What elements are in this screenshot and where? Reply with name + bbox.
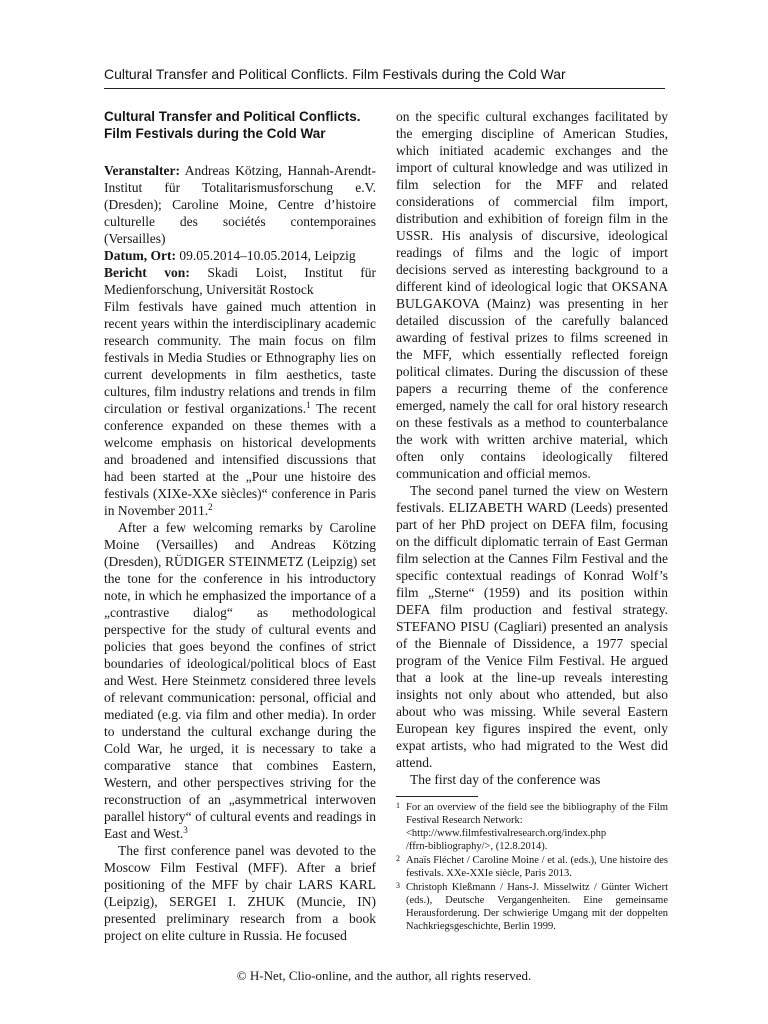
left-column xyxy=(104,108,376,944)
organizer-line xyxy=(104,162,376,247)
footnote-text: Anaïs Fléchet / Caroline Moine / et al. (eds.), Une histoire des festivals. XXe-XXIe siècle, Paris 2013. xyxy=(406,855,668,879)
paragraph-1-text: Film festivals have gained much attention in recent years within the interdisciplinary academic research community. The main focus on film festivals in Media Studies or Ethnography lies on current developments in film aesthetics, taste cultures, film industry relations and trends in film circulation or festival organizations. xyxy=(104,299,376,416)
footnote-text: Christoph Kleßmann / Hans-J. Misselwitz / Günter Wichert (eds.), Deutsche Vergangenheiten. Eine gemeinsame Herausforderung. Der schwierige Umgang mit der doppelten Nachkriegsgeschichte, Berlin 1999. xyxy=(406,882,668,932)
footnote-rule xyxy=(396,796,478,797)
title-line-1: Cultural Transfer and Political Conflicts. xyxy=(104,109,361,124)
footnote-ref-1: 1 xyxy=(306,400,311,410)
date-line xyxy=(104,247,376,264)
reporter-value: Skadi Loist, Institut für Medienforschung, Universität Rostock xyxy=(104,265,377,297)
reporter-line xyxy=(104,264,376,298)
right-column xyxy=(396,108,668,934)
paragraph-3-continued: on the specific cultural exchanges facilitated by the emerging discipline of American Studies, which initiated academic exchanges and the import of cultural knowledge and was utilized in film selection for the MFF and related considerations of commercial film import, distribution and exhibition of foreign film in the USSR. His analysis of discursive, ideological readings of films and the logic of import decisions served as interesting background to a different kind of ideological logic that OKSANA BULGAKOVA (Mainz) was presenting in her detailed discussion of the carefully balanced awarding of festival prizes to films screened in the MFF, which essentially reflected foreign political climates. During the discussion of these papers a recurring theme of the conference emerged, namely the call for oral history research on these festivals as a method to counterbalance the work with written archive material, which often only contains ideologically filtered communication and official memos. xyxy=(396,109,668,481)
footnotes xyxy=(396,796,668,933)
reporter-label: Bericht von: xyxy=(104,265,190,280)
event-metadata xyxy=(104,162,376,298)
footnote-1-url-cont[interactable]: /ffrn-bibliography/>, (12.8.2014). xyxy=(406,841,548,852)
date-label: Datum, Ort: xyxy=(104,248,176,263)
footnote-number: 1 xyxy=(396,801,400,810)
footnote-3 xyxy=(396,881,668,933)
date-value: 09.05.2014–10.05.2014, Leipzig xyxy=(179,248,356,263)
title-line-2: Film Festivals during the Cold War xyxy=(104,126,326,141)
footnote-ref-2: 2 xyxy=(208,502,213,512)
organizer-label: Veranstalter: xyxy=(104,163,180,178)
footnote-1-url[interactable]: <http://www.filmfestivalresearch.org/index.php xyxy=(406,828,607,839)
paragraph-2 xyxy=(104,519,376,842)
footnote-1-text: For an overview of the field see the bibliography of the Film Festival Research Network: xyxy=(406,802,668,826)
footnote-number: 2 xyxy=(396,854,400,863)
paragraph-1-text-cont: The recent conference expanded on these themes with a welcome emphasis on historical developments and broadened and intensified discussions that had been started at the „Pour une histoire des festivals (XIXe-XXe siècles)“ conference in Paris in November 2011. xyxy=(104,401,376,518)
copyright-footer: © H-Net, Clio-online, and the author, all rights reserved. xyxy=(236,968,532,983)
paragraph-1 xyxy=(104,298,376,519)
paragraph-3: The first conference panel was devoted to the Moscow Film Festival (MFF). After a brief positioning of the MFF by chair LARS KARL (Leipzig), SERGEI I. ZHUK (Muncie, IN) presented preliminary research from a book project on elite culture in Russia. He focused xyxy=(104,843,376,943)
article-title xyxy=(104,108,376,142)
footnote-text xyxy=(406,801,668,853)
footnote-ref-3: 3 xyxy=(183,825,188,835)
running-head: Cultural Transfer and Political Conflicts. Film Festivals during the Cold War xyxy=(104,64,665,89)
paragraph-2-text: After a few welcoming remarks by Caroline Moine (Versailles) and Andreas Kötzing (Dresden), RÜDIGER STEINMETZ (Leipzig) set the tone for the conference in his introductory note, in which he emphasized the importance of a „contrastive dialog“ as methodological perspective for the study of cultural events and policies that goes beyond the confines of strict boundaries of ideological/political blocs of East and West. Here Steinmetz considered three levels of relevant communication: personal, official and mediated (e.g. via film and other media). In order to understand the cultural exchange during the Cold War, he urged, it is necessary to take a comparative stance that combines Eastern, Western, and other perspectives striving for the reconstruction of an „asymmetrical interwoven parallel history“ of cultural events and readings in East and West. xyxy=(104,520,376,841)
paragraph-5: The first day of the conference was xyxy=(410,772,601,787)
footnote-1 xyxy=(396,801,668,853)
footnote-2 xyxy=(396,854,668,880)
organizer-value: Andreas Kötzing, Hannah-Arendt-Institut für Totalitarismusforschung e.V. (Dresden); Caroline Moine, Centre d’histoire culturelle des sociétés contemporaines (Versailles) xyxy=(104,163,376,246)
footnote-number: 3 xyxy=(396,881,400,890)
paragraph-4: The second panel turned the view on Western festivals. ELIZABETH WARD (Leeds) presented part of her PhD project on DEFA film, focusing on the difficult diplomatic terrain of East German film selection at the Cannes Film Festival and the specific contextual readings of Konrad Wolf’s film „Sterne“ (1959) and its position within DEFA film production and festival strategy. STEFANO PISU (Cagliari) presented an analysis of the Biennale of Dissidence, a 1977 special program of the Venice Film Festival. He argued that a look at the line-up reveals interesting insights not only about who attended, but also about who was missing. While several Eastern European key figures inspired the event, only expat artists, who had migrated to the West did attend. xyxy=(396,483,668,770)
